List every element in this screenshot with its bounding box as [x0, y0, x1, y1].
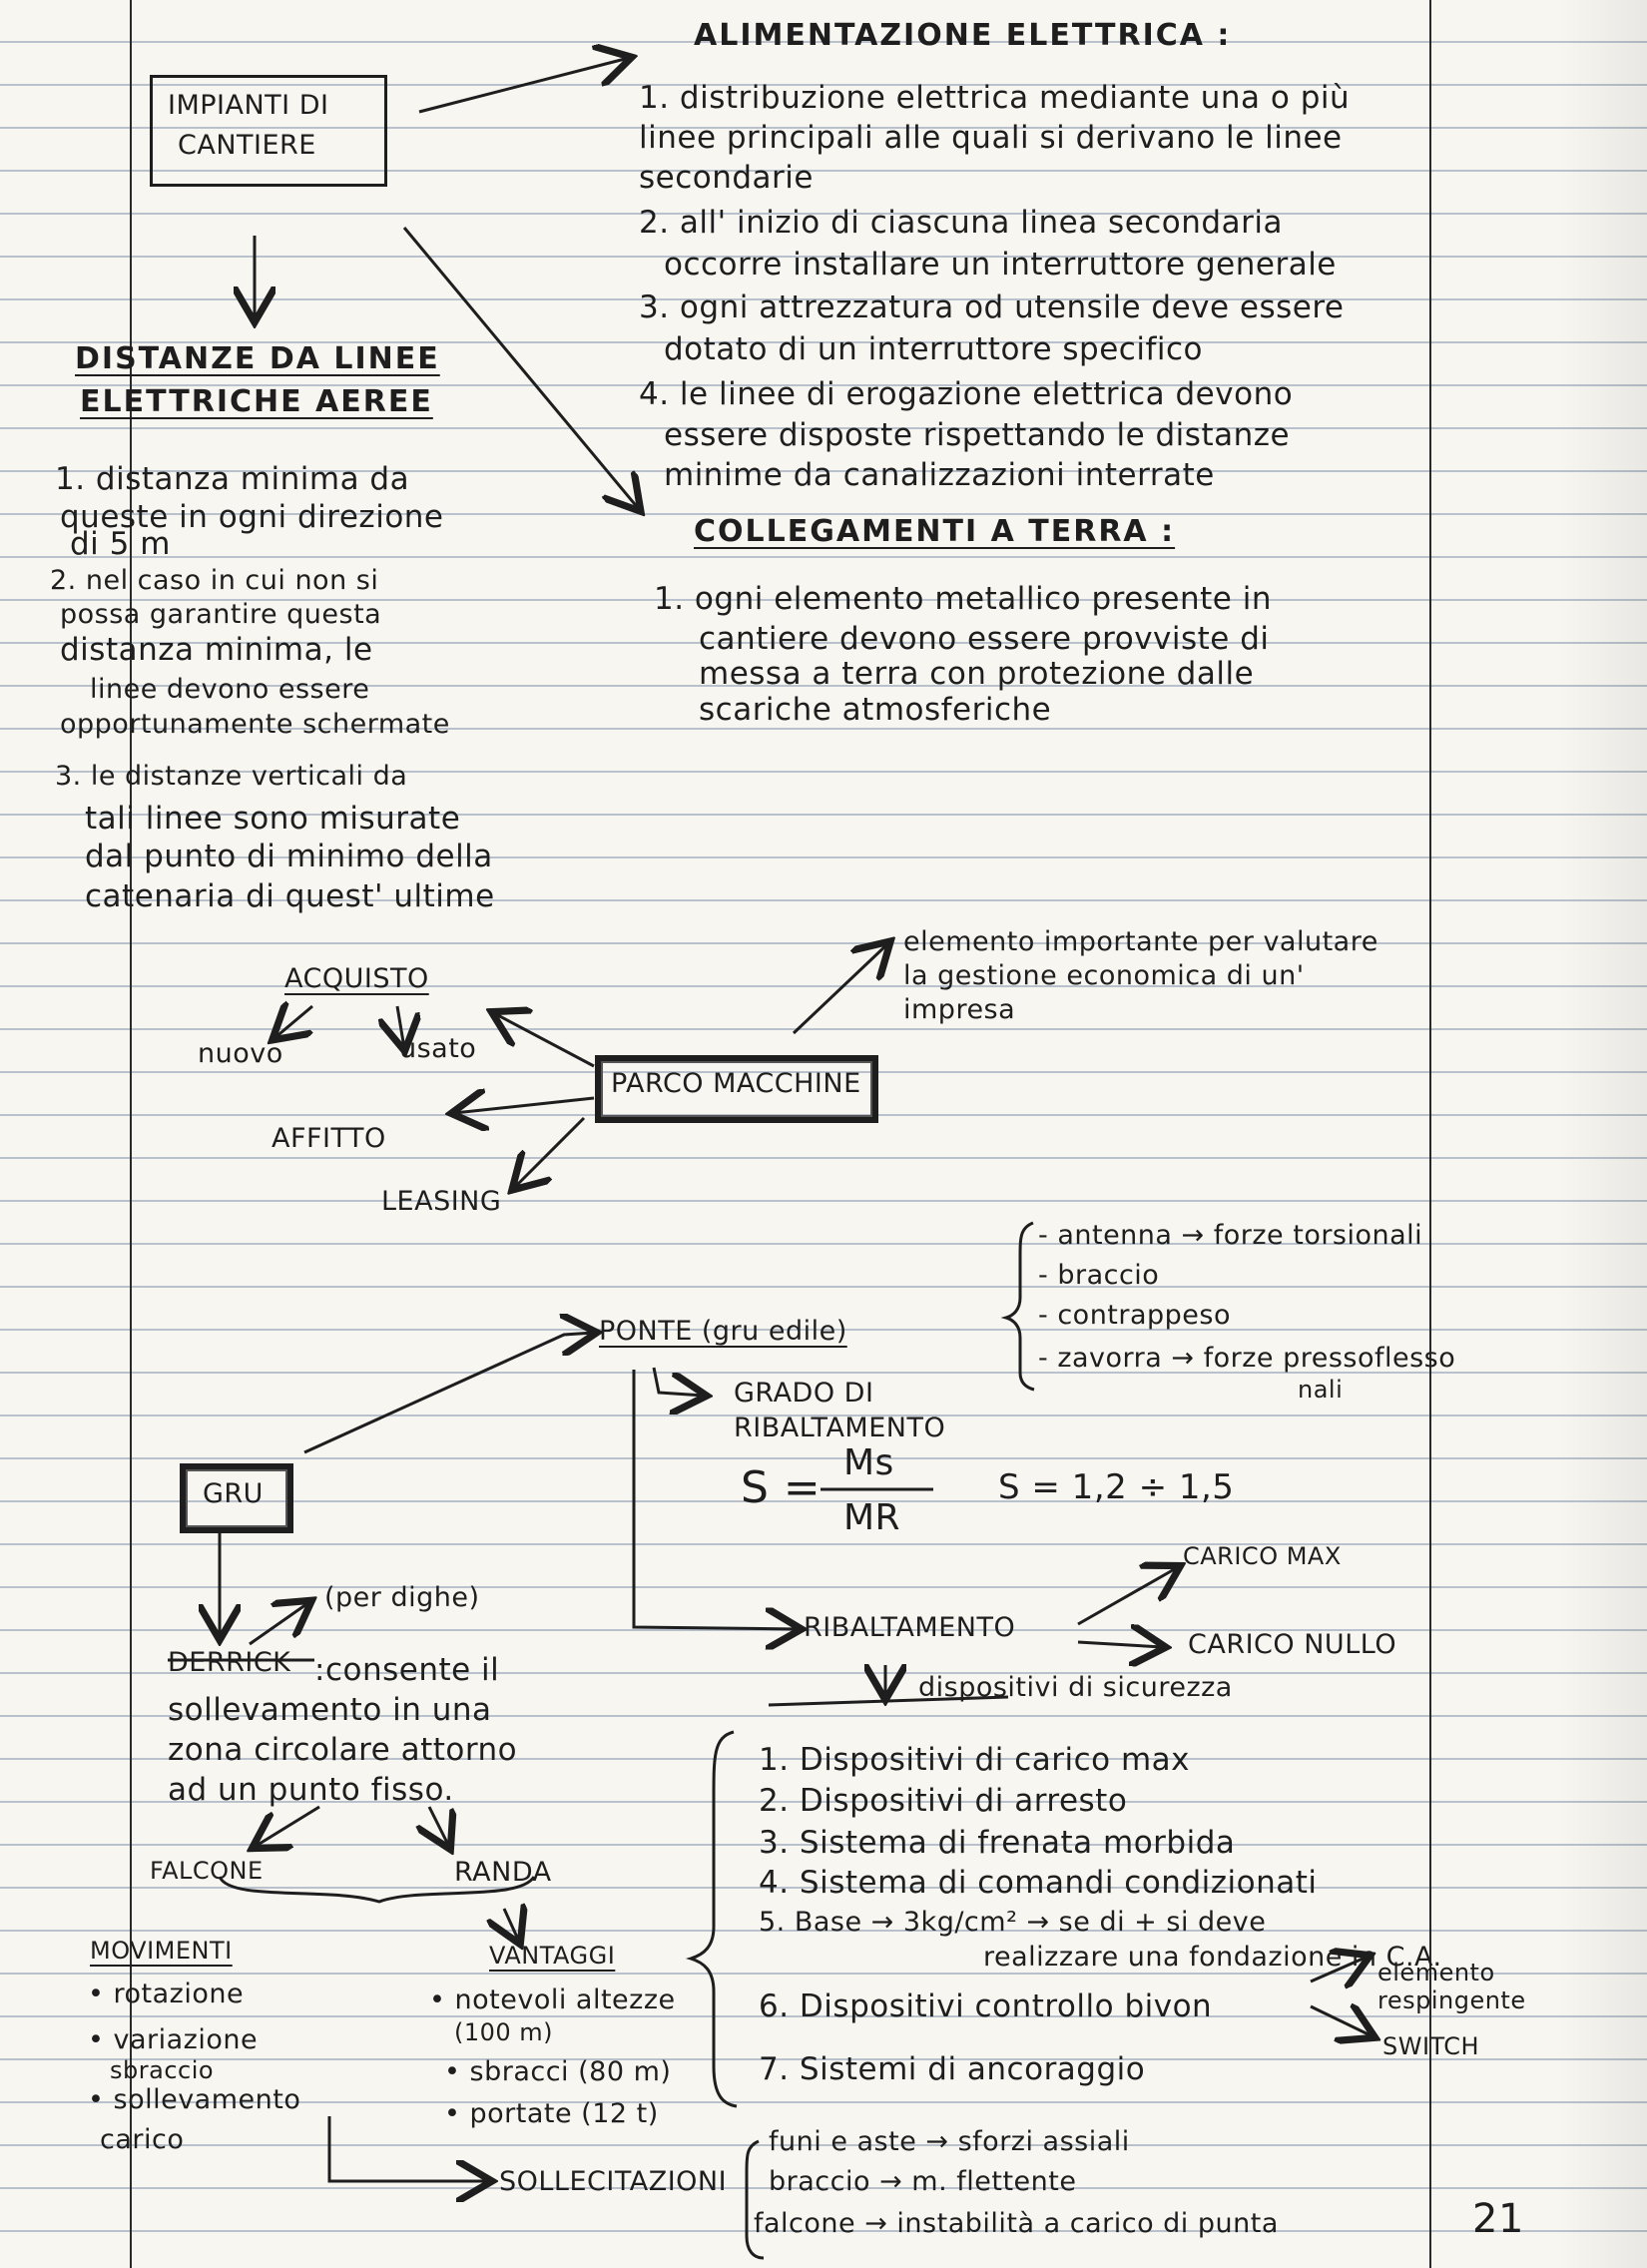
formula-num: Ms: [843, 1442, 894, 1483]
nuovo-label: nuovo: [198, 1038, 283, 1069]
distanze-heading-2: ELETTRICHE AEREE: [80, 384, 433, 419]
alimentazione-line-4: 2. all' inizio di ciascuna linea secondaria: [639, 205, 1283, 241]
alimentazione-line-9: essere disposte rispettando le distanze: [664, 417, 1291, 453]
dispositivi-item-5b: realizzare una fondazione in C.A.: [983, 1942, 1442, 1973]
alimentazione-line-10: minime da canalizzazioni interrate: [664, 457, 1215, 493]
movimenti-item-4: • sollevamento: [88, 2084, 301, 2115]
distanze-line-4: 2. nel caso in cui non si: [50, 565, 379, 596]
formula-den: MR: [843, 1497, 901, 1538]
derrick-label: DERRICK: [168, 1647, 291, 1678]
impianti-title-2: CANTIERE: [178, 130, 316, 161]
elemento-line-1: elemento importante per valutare: [903, 926, 1378, 957]
distanze-line-11: dal punto di minimo della: [85, 839, 493, 874]
distanze-line-5: possa garantire questa: [60, 599, 382, 630]
formula-range: S = 1,2 ÷ 1,5: [998, 1467, 1235, 1507]
collegamenti-heading: COLLEGAMENTI A TERRA :: [694, 514, 1176, 549]
distanze-line-3: di 5 m: [70, 526, 171, 562]
vantaggi-item-4: • portate (12 t): [444, 2098, 659, 2129]
parts-line-2: - braccio: [1038, 1260, 1160, 1291]
vantaggi-item-2: (100 m): [454, 2018, 554, 2046]
alimentazione-line-8: 4. le linee di erogazione elettrica devono: [639, 376, 1294, 412]
movimenti-item-1: • rotazione: [88, 1979, 245, 2009]
vantaggi-item-1: • notevoli altezze: [429, 1984, 676, 2015]
distanze-line-12: catenaria di quest' ultime: [85, 878, 495, 914]
derrick-text-1: :consente il: [314, 1652, 500, 1688]
impianti-title-1: IMPIANTI DI: [168, 90, 329, 121]
distanze-line-7: linee devono essere: [90, 674, 370, 705]
elemento-respingente-1: elemento: [1377, 1959, 1495, 1986]
alimentazione-line-6: 3. ogni attrezzatura od utensile deve essere: [639, 289, 1345, 325]
alimentazione-line-7: dotato di un interruttore specifico: [664, 331, 1204, 367]
sollecitazioni-item-2: braccio → m. flettente: [769, 2166, 1077, 2197]
derrick-text-3: zona circolare attorno: [168, 1732, 518, 1768]
distanze-line-6: distanza minima, le: [60, 632, 373, 668]
carico-nullo-label: CARICO NULLO: [1188, 1629, 1397, 1660]
alimentazione-line-5: occorre installare un interruttore generale: [664, 247, 1337, 283]
dispositivi-title: dispositivi di sicurezza: [918, 1672, 1233, 1703]
falcone-label: FALCONE: [150, 1857, 264, 1885]
parts-line-4: - zavorra → forze pressoflesso: [1038, 1343, 1456, 1374]
parco-macchine-label: PARCO MACCHINE: [611, 1068, 861, 1099]
distanze-line-8: opportunamente schermate: [60, 709, 450, 740]
distanze-heading-1: DISTANZE DA LINEE: [75, 341, 440, 376]
dispositivi-item-3: 3. Sistema di frenata morbida: [759, 1825, 1236, 1861]
ponte-label: PONTE (gru edile): [599, 1316, 847, 1347]
switch-label: SWITCH: [1382, 2032, 1480, 2060]
carico-max-label: CARICO MAX: [1183, 1542, 1342, 1570]
sollecitazioni-item-1: funi e aste → sforzi assiali: [769, 2126, 1130, 2157]
distanze-line-10: tali linee sono misurate: [85, 801, 461, 837]
movimenti-label: MOVIMENTI: [90, 1937, 233, 1965]
alimentazione-line-3: secondarie: [639, 160, 814, 196]
elemento-line-3: impresa: [903, 994, 1016, 1025]
dispositivi-item-6: 6. Dispositivi controllo bivon: [759, 1988, 1213, 2024]
randa-label: RANDA: [454, 1857, 552, 1888]
collegamenti-line-2: cantiere devono essere provviste di: [699, 621, 1270, 657]
elemento-line-2: la gestione economica di un': [903, 960, 1305, 991]
vantaggi-label: VANTAGGI: [489, 1942, 616, 1970]
movimenti-item-3: sbraccio: [110, 2056, 215, 2084]
gru-label: GRU: [203, 1478, 264, 1509]
parts-line-1: - antenna → forze torsionali: [1038, 1220, 1423, 1251]
alimentazione-line-1: 1. distribuzione elettrica mediante una o più: [639, 80, 1351, 116]
affitto-label: AFFITTO: [272, 1123, 386, 1154]
alimentazione-line-2: linee principali alle quali si derivano le linee: [639, 120, 1343, 156]
movimenti-item-2: • variazione: [88, 2024, 259, 2055]
grado-line-1: GRADO DI: [734, 1378, 874, 1409]
vantaggi-item-3: • sbracci (80 m): [444, 2056, 672, 2087]
derrick-text-2: sollevamento in una: [168, 1692, 492, 1728]
dispositivi-item-5: 5. Base → 3kg/cm² → se di + si deve: [759, 1907, 1267, 1938]
leasing-label: LEASING: [381, 1186, 502, 1217]
dispositivi-item-7: 7. Sistemi di ancoraggio: [759, 2051, 1146, 2087]
dispositivi-item-2: 2. Dispositivi di arresto: [759, 1783, 1128, 1819]
usato-label: usato: [399, 1033, 477, 1064]
dispositivi-item-4: 4. Sistema di comandi condizionati: [759, 1865, 1318, 1901]
elemento-respingente-2: respingente: [1377, 1986, 1526, 2014]
distanze-line-2: queste in ogni direzione: [60, 499, 444, 535]
movimenti-item-5: carico: [100, 2124, 185, 2155]
collegamenti-line-3: messa a terra con protezione dalle: [699, 656, 1255, 692]
distanze-line-9: 3. le distanze verticali da: [55, 761, 408, 792]
per-dighe-label: (per dighe): [324, 1582, 480, 1613]
collegamenti-line-1: 1. ogni elemento metallico presente in: [654, 581, 1272, 617]
acquisto-label: ACQUISTO: [284, 963, 429, 994]
alimentazione-heading: ALIMENTAZIONE ELETTRICA :: [694, 18, 1232, 53]
distanze-line-1: 1. distanza minima da: [55, 461, 410, 497]
ribaltamento-label: RIBALTAMENTO: [804, 1612, 1016, 1643]
sollecitazioni-item-3: falcone → instabilità a carico di punta: [754, 2208, 1279, 2239]
collegamenti-line-4: scariche atmosferiche: [699, 692, 1052, 728]
derrick-text-4: ad un punto fisso.: [168, 1772, 454, 1808]
page-number: 21: [1472, 2196, 1524, 2242]
parts-line-3: - contrappeso: [1038, 1300, 1232, 1331]
dispositivi-item-1: 1. Dispositivi di carico max: [759, 1742, 1191, 1778]
formula-s: S =: [741, 1462, 822, 1513]
grado-line-2: RIBALTAMENTO: [734, 1413, 946, 1443]
sollecitazioni-label: SOLLECITAZIONI: [499, 2166, 728, 2197]
parts-line-5: nali: [1298, 1376, 1344, 1404]
